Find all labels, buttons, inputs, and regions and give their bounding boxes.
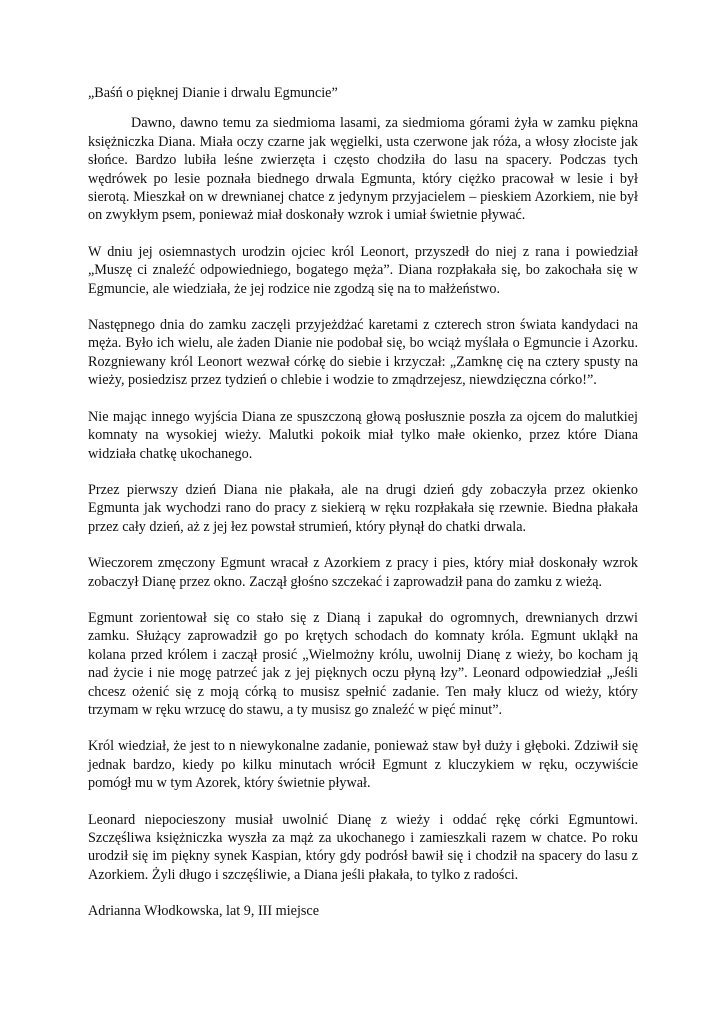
- paragraph-1: Dawno, dawno temu za siedmioma lasami, za siedmioma górami żyła w zamku piękna księżniczka Diana. Miała oczy czarne jak węgielki, usta czerwone jak róża, a włosy złociste jak słońce. Bardzo lubiła leśne zwierzęta i często chodziła do lasu na spacery. Podczas tych wędrówek po lesie poznała biednego drwala Egmunta, który ciężko pracował w lesie i był sierotą. Mieszkał on w drewnianej chatce z jedynym przyjacielem – pieskiem Azorkiem, nie był on zwykłym psem, ponieważ miał doskonały wzrok i umiał świetnie pływać.: [88, 115, 638, 224]
- paragraph-8: Król wiedział, że jest to n niewykonalne zadanie, ponieważ staw był duży i głęboki. Zdziwił się jednak bardzo, kiedy po kilku minutach wrócił Egmunt z kluczykiem w ręku, oczywiście pomógł mu w tym Azorek, który świetnie pływał.: [88, 738, 638, 792]
- paragraph-3: Następnego dnia do zamku zaczęli przyjeżdżać karetami z czterech stron świata kandydaci na męża. Było ich wielu, ale żaden Dianie nie podobał się, bo wciąż myślała o Egmuncie i Azorku. Rozgniewany król Leonort wezwał córkę do siebie i krzyczał: „Zamknę cię na cztery spusty na wieży, posiedzisz przez tydzień o chlebie i wodzie to zmądrzejesz, niewdzięczna córko!”.: [88, 317, 638, 389]
- author-signature: Adrianna Włodkowska, lat 9, III miejsce: [88, 903, 320, 920]
- paragraph-5: Przez pierwszy dzień Diana nie płakała, ale na drugi dzień gdy zobaczyła przez okienko Egmunta jak wychodzi rano do pracy z siekierą w ręku rozpłakała się rzewnie. Biedna płakała przez cały dzień, aż z jej łez powstał strumień, który płynął do chatki drwala.: [88, 481, 638, 535]
- paragraph-6: Wieczorem zmęczony Egmunt wracał z Azorkiem z pracy i pies, który miał doskonały wzrok zobaczył Dianę przez okno. Zaczął głośno szczekać i zaprowadził pana do zamku z wieżą.: [88, 555, 638, 590]
- document-page: [88, 84, 638, 921]
- paragraph-4: Nie mając innego wyjścia Diana ze spuszczoną głową posłusznie poszła za ojcem do malutkiej komnaty na wysokiej wieży. Malutki pokoik miał tylko małe okienko, przez które Diana widziała chatkę ukochanego.: [88, 408, 638, 462]
- document-title: „Baśń o pięknej Dianie i drwalu Egmuncie”: [88, 85, 338, 101]
- paragraph-7: Egmunt zorientował się co stało się z Dianą i zapukał do ogromnych, drewnianych drzwi zamku. Służący zaprowadził go po krętych schodach do komnaty króla. Egmunt ukląkł na kolana przed królem i zaczął prosić „Wielmożny królu, uwolnij Dianę z wieży, bo kocham ją nad życie i nie mogę patrzeć jak z jej pięknych oczu płyną łzy”. Leonard odpowiedział „Jeśli chcesz ożenić się z moją córką to musisz spełnić zadanie. Ten mały klucz od wieży, który trzymam w ręku wrzucę do stawu, a ty musisz go znaleźć w pięć minut”.: [88, 609, 638, 718]
- paragraph-2: W dniu jej osiemnastych urodzin ojciec król Leonort, przyszedł do niej z rana i powiedział „Muszę ci znaleźć odpowiedniego, bogatego męża”. Diana rozpłakała się, bo zakochała się w Egmuncie, ale wiedziała, że jej rodzice nie zgodzą się na to małżeństwo.: [88, 243, 638, 297]
- paragraph-9: Leonard niepocieszony musiał uwolnić Dianę z wieży i oddać rękę córki Egmuntowi. Szczęśliwa księżniczka wyszła za mąż za ukochanego i zamieszkali razem w chatce. Po roku urodził się im piękny synek Kaspian, który gdy podrósł bawił się i chodził na spacery do lasu z Azorkiem. Żyli długo i szczęśliwie, a Diana jeśli płakała, to tylko z radości.: [88, 811, 638, 883]
